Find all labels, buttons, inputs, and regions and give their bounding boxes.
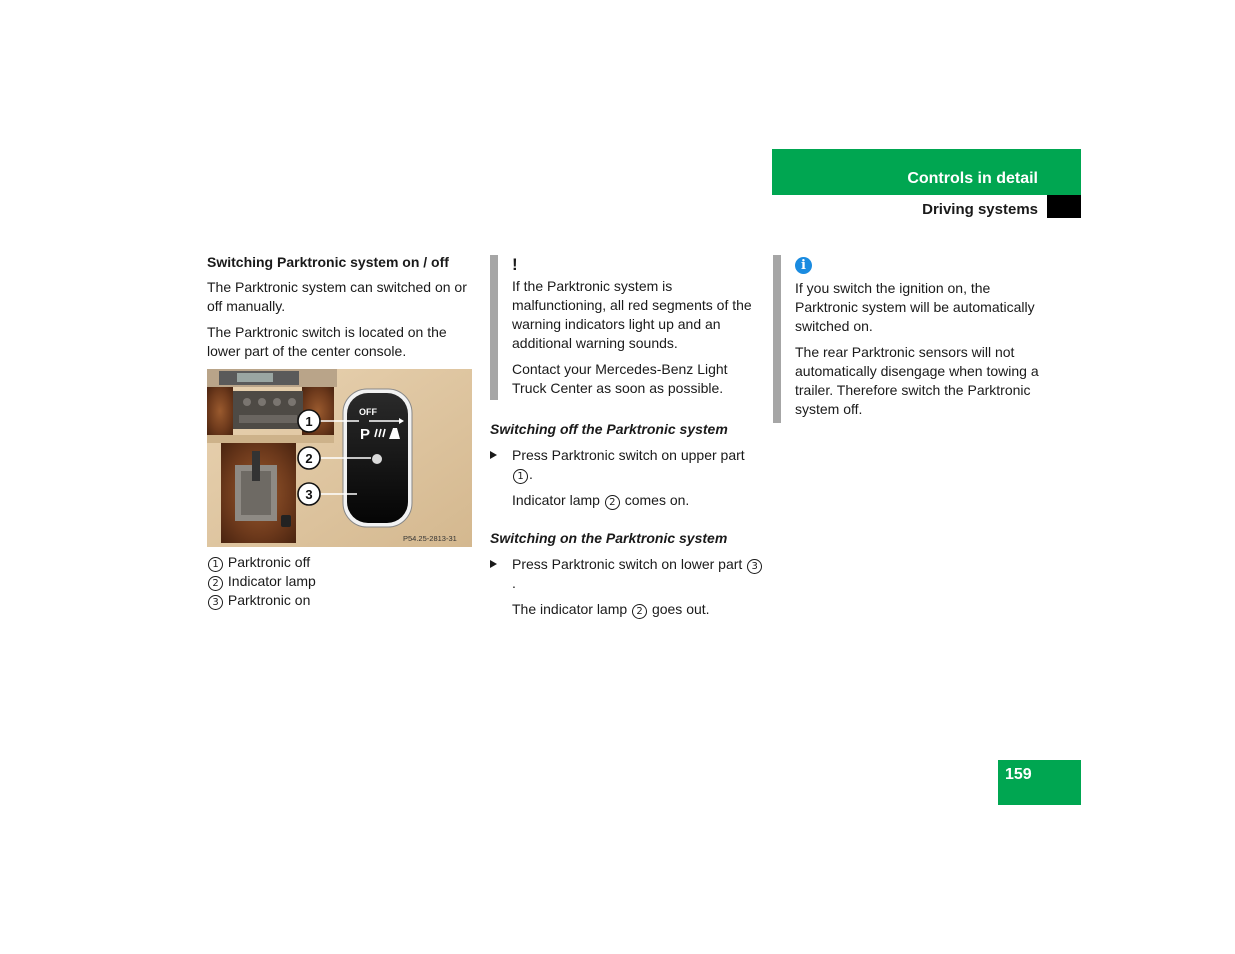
- callout-3: 3: [305, 487, 313, 502]
- switch-on-result: The indicator lamp 2 goes out.: [512, 601, 710, 617]
- legend-item: 1 Parktronic off: [207, 553, 475, 572]
- legend-list: [207, 553, 475, 610]
- parktronic-switch-photo: [207, 369, 472, 547]
- intro-paragraph: The Parktronic system can switched on or off manually.: [207, 279, 467, 314]
- legend-item: 3 Parktronic on: [207, 591, 475, 610]
- switch-label-off: OFF: [359, 407, 377, 417]
- switch-on-heading: Switching on the Parktronic system: [490, 530, 728, 546]
- warning-contact: Contact your Mercedes-Benz Light Truck Center as soon as possible.: [512, 361, 728, 396]
- callout-1: 1: [305, 414, 313, 429]
- warning-text: If the Parktronic system is malfunctioning, all red segments of the warning indicators light up and an additional warning sounds.: [512, 278, 752, 351]
- switch-off-heading: Switching off the Parktronic system: [490, 421, 728, 437]
- page-number: 159: [1005, 766, 1032, 783]
- info-text-ignition: If you switch the ignition on, the Parktronic system will be automatically switched on.: [795, 280, 1035, 334]
- bullet-triangle-icon: [490, 560, 497, 568]
- header-black-tab: [1047, 195, 1081, 218]
- info-text-towing: The rear Parktronic sensors will not automatically disengage when towing a trailer. Therefore switch the Parktronic system off.: [795, 344, 1039, 417]
- image-code: P54.25-2813-31: [403, 534, 457, 543]
- subsection-title: Driving systems: [922, 201, 1038, 218]
- middle-column: [490, 255, 765, 626]
- section-title: Controls in detail: [907, 170, 1038, 187]
- warning-icon: !: [512, 255, 518, 274]
- switch-on-step: Press Parktronic switch on lower part 3.: [490, 555, 765, 593]
- callout-2: 2: [305, 451, 313, 466]
- legend-item: 2 Indicator lamp: [207, 572, 475, 591]
- info-icon: i: [795, 257, 812, 274]
- info-note: [773, 255, 1048, 423]
- switch-off-step: Press Parktronic switch on upper part 1 .: [490, 446, 765, 484]
- switch-label-p: P: [360, 426, 371, 443]
- left-column: [207, 253, 475, 610]
- location-paragraph: The Parktronic switch is located on the lower part of the center console.: [207, 324, 447, 359]
- warning-note: [490, 255, 765, 400]
- right-column: [773, 255, 1048, 423]
- section-heading: Switching Parktronic system on / off: [207, 254, 449, 270]
- switch-off-result: Indicator lamp 2 comes on.: [512, 492, 690, 508]
- bullet-triangle-icon: [490, 451, 497, 459]
